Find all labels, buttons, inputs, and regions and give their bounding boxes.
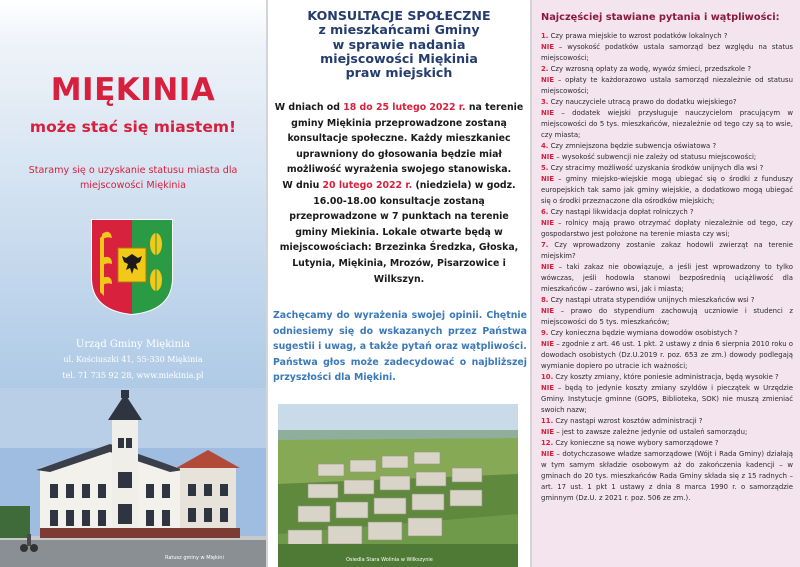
body-text: W dniu [282, 179, 323, 191]
faq-question [541, 141, 793, 152]
faq-answer-text: – jest to zawsze zależne jedynie od ustaleń samorządu; [554, 428, 748, 436]
faq-answer [541, 383, 793, 416]
faq-question [541, 438, 793, 449]
consultation-heading [268, 9, 530, 80]
faq-question-text: Czy zmniejszona będzie subwencja oświatowa ? [550, 142, 717, 150]
main-title: MIĘKINIA [50, 72, 216, 108]
faq-answer [541, 108, 793, 141]
faq-list [541, 31, 793, 504]
office-name: Urząd Gminy Miękinia [75, 339, 191, 350]
faq-question [541, 207, 793, 218]
faq-number: 4. [541, 142, 549, 150]
faq-question-text: Czy stracimy możliwość uzyskania środków unijnych dla wsi ? [550, 164, 764, 172]
town-hall-photo [0, 388, 266, 567]
faq-question-text: Czy nastąpi utrata stypendiów unijnych mieszkańców wsi ? [550, 296, 755, 304]
faq-number: 9. [541, 329, 549, 337]
faq-answer-text: – wysokość podatków ustala samorząd bez względu na status miejscowości; [541, 43, 793, 62]
appeal-line: Zachęcamy do wyrażenia swojej opinii. Chętnie odniesiemy się do wskazanych przez Państwa sugestii i uwag, a także pytań oraz wątpliwości. [273, 310, 527, 352]
aerial-housing-photo [278, 404, 518, 567]
heading-line: z mieszkańcami Gminy [318, 22, 480, 38]
faq-question-text: Czy konieczna będzie wymiana dowodów osobistych ? [550, 329, 738, 337]
faq-question [541, 64, 793, 75]
faq-answer-text: – taki zakaz nie obowiązuje, a jeśli jest wprowadzony to tylko wówczas, jeśli hodowla stanowi bezpośrednią uciążliwość dla mieszkańców – zarówno wsi, jak i miasta; [541, 263, 793, 293]
faq-answer-label: NIE [541, 307, 555, 315]
faq-number: 8. [541, 296, 549, 304]
faq-question [541, 295, 793, 306]
faq-number: 7. [541, 241, 549, 249]
faq-answer [541, 218, 793, 240]
faq-number: 5. [541, 164, 549, 172]
body-text: (niedziela) w godz. 16.00-18.00 konsultacje zostaną przeprowadzone w 7 punktach na terenie gminy Miekinia. Lokale otwarte będą w miejscowościach: Brzezinka Średzka, Głoska, Lutynia, Miękinia, Mrozów, Pisarzowice i Wilkszyn. [279, 179, 519, 285]
faq-question [541, 416, 793, 427]
faq-answer [541, 306, 793, 328]
faq-question-text: Czy nauczyciele utracą prawo do dodatku wiejskiego? [550, 98, 737, 106]
faq-number: 12. [541, 439, 554, 447]
heading-line: miejscowości Miękinia [320, 50, 478, 66]
faq-answer [541, 75, 793, 97]
faq-question [541, 240, 793, 262]
left-panel [0, 0, 266, 567]
faq-number: 11. [541, 417, 554, 425]
faq-question [541, 31, 793, 42]
faq-number: 3. [541, 98, 549, 106]
consultation-body [274, 100, 524, 287]
coat-of-arms-icon [90, 218, 174, 316]
faq-answer [541, 449, 793, 504]
body-text: na terenie gminy Miękinia przeprowadzone zostaną konsultacje społeczne. Każdy mieszkaniec uprawniony do głosowania będzie miał możliwość wyrażenia swojego stanowiska. [286, 102, 524, 176]
faq-heading: Najczęściej stawiane pytania i wątpliwości: [541, 12, 780, 23]
faq-question [541, 163, 793, 174]
faq-answer-text: – zgodnie z art. 46 ust. 1 pkt. 2 ustawy z dnia 6 sierpnia 2010 roku o dowodach osobistych (Dz.U.2019 r. poz. 653 ze zm.) dowody podlegają wymianie dopiero po utracie ich ważności; [541, 340, 793, 370]
faq-answer-text: – będą to jedynie koszty zmiany szyldów i pieczątek w Urzędzie Gminy. Instytucje gminne (GOPS, Biblioteka, SOK) nie muszą zmieniać swoich nazw; [541, 384, 793, 414]
faq-answer [541, 262, 793, 295]
faq-answer-label: NIE [541, 175, 555, 183]
faq-answer-label: NIE [541, 340, 555, 348]
faq-answer-text: – dotychczasowe władze samorządowe (Wójt i Rada Gminy) działają w tym samym składzie osobowym aż do zakończenia kadencji – w gminach do 20 tys. mieszkańców Rada Gminy składa się z 15 radnych – art. 17 ust. 1 pkt 1 ustawy z dnia 8 marca 1990 r. o samorządzie gminnym (Dz.U. z 2021 r. poz. 506 ze zm.). [541, 450, 793, 502]
faq-answer [541, 152, 793, 163]
faq-answer-label: NIE [541, 43, 555, 51]
faq-answer-label: NIE [541, 263, 555, 271]
appeal-text [273, 308, 527, 386]
faq-answer-label: NIE [541, 219, 555, 227]
middle-panel [268, 0, 530, 567]
faq-number: 6. [541, 208, 549, 216]
faq-answer-label: NIE [541, 428, 555, 436]
faq-number: 2. [541, 65, 549, 73]
faq-question-text: Czy prawa miejskie to wzrost podatków lokalnych ? [550, 32, 728, 40]
faq-answer-text: – wysokość subwencji nie zależy od statusu miejscowości; [554, 153, 757, 161]
faq-question-text: Czy koszty zmiany, które poniesie administracja, będą wysokie ? [555, 373, 779, 381]
faq-answer-text: – opłaty te każdorazowo ustala samorząd niezależnie od statusu miejscowości; [541, 76, 793, 95]
faq-answer [541, 427, 793, 438]
faq-question-text: Czy wzrosną opłaty za wodę, wywóz śmieci, przedszkole ? [550, 65, 751, 73]
faq-answer-label: NIE [541, 450, 555, 458]
heading-line: praw miejskich [345, 65, 453, 81]
right-panel [532, 0, 800, 567]
faq-question-text: Czy nastąpi likwidacja dopłat rolniczych ? [550, 208, 694, 216]
faq-answer [541, 339, 793, 372]
office-contact: tel. 71 735 92 28, www.miekinia.pl [62, 371, 204, 380]
faq-question-text: Czy konieczne są nowe wybory samorządowe ? [555, 439, 719, 447]
faq-number: 1. [541, 32, 549, 40]
appeal-line: Państwa głos może zadecydować o najbliższej przyszłości dla Miękini. [273, 356, 527, 383]
faq-answer-text: – prawo do stypendium zachowują uczniowie i studenci z miejscowości do 5 tys. mieszkańców; [541, 307, 793, 326]
faq-answer [541, 174, 793, 207]
faq-question-text: Czy nastąpi wzrost kosztów administracji ? [555, 417, 703, 425]
faq-answer-label: NIE [541, 384, 555, 392]
aerial-caption: Osiedla Stara Wolinia w Wilkszynie [346, 557, 433, 563]
body-text: W dniach od [274, 102, 344, 113]
faq-question [541, 372, 793, 383]
faq-question [541, 328, 793, 339]
faq-answer-label: NIE [541, 109, 555, 117]
faq-answer-label: NIE [541, 76, 555, 84]
faq-answer-text: – gminy miejsko-wiejskie mogą ubiegać się o środki z funduszy europejskich tak samo jak gminy wiejskie, a dodatkowo mogą ubiegać się o środki przeznaczone dla ośrodków miejskich; [541, 175, 793, 205]
faq-question [541, 97, 793, 108]
faq-answer-label: NIE [541, 153, 555, 161]
goal-text: Staramy się o uzyskanie statusu miasta dla miejscowości Miękinia [28, 165, 238, 191]
office-address: ul. Kościuszki 41, 55-330 Miękinia [63, 355, 203, 364]
faq-answer-text: – rolnicy mają prawo otrzymać dopłaty niezależnie od tego, czy gospodarstwo jest położone na terenie miasta czy wsi; [541, 219, 793, 238]
consultation-dates: 18 do 25 lutego 2022 r. [343, 102, 466, 113]
heading-line: w sprawie nadania [332, 36, 466, 52]
faq-answer [541, 42, 793, 64]
town-hall-caption: Ratusz gminy w Miękini [165, 555, 224, 561]
heading-line: KONSULTACJE SPOŁECZNE [307, 8, 491, 23]
faq-question-text: Czy wprowadzony zostanie zakaz hodowli zwierząt na terenie miejskim? [541, 241, 793, 260]
consultation-day: 20 lutego 2022 r. [322, 179, 413, 191]
faq-number: 10. [541, 373, 554, 381]
main-subtitle: może stać się miastem! [29, 118, 237, 136]
faq-answer-text: – dodatek wiejski przysługuje nauczycielom pracującym w miejscowości do 5 tys. mieszkańców, niezależnie od tego czy są to wsie, czy miasta; [541, 109, 793, 139]
